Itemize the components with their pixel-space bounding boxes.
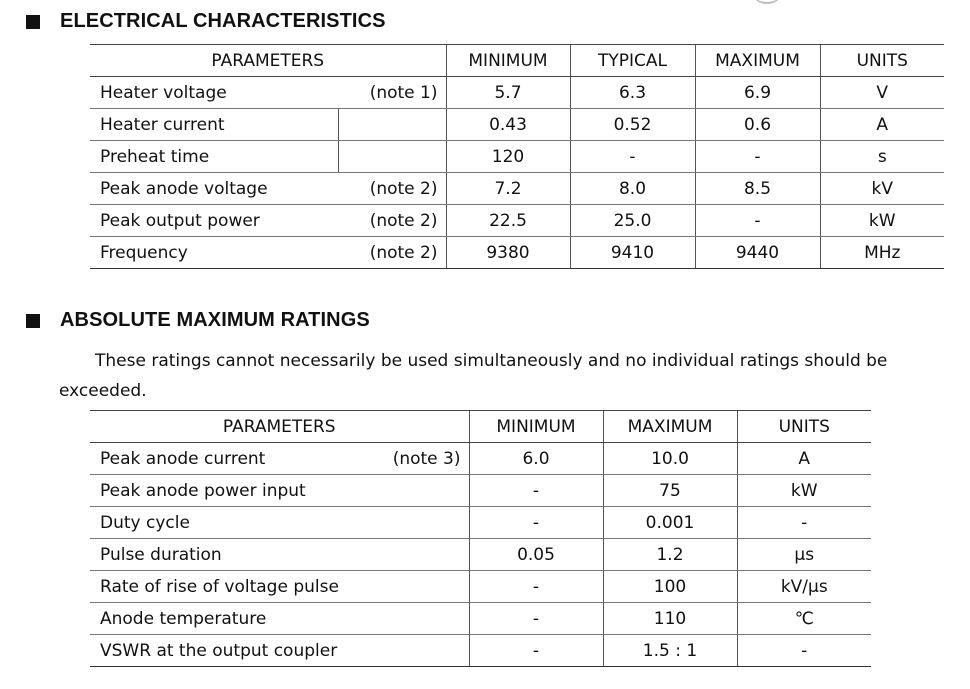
parameter-cell: Peak output power bbox=[90, 205, 338, 237]
parameter-cell: Duty cycle bbox=[90, 507, 375, 539]
typical-cell: 6.3 bbox=[570, 77, 695, 109]
parameter-cell: Heater voltage bbox=[90, 77, 338, 109]
units-cell: ℃ bbox=[737, 603, 871, 635]
column-header-units: UNITS bbox=[820, 45, 944, 77]
table-row bbox=[90, 507, 871, 539]
minimum-cell: - bbox=[469, 571, 603, 603]
note-cell: (note 2) bbox=[338, 237, 446, 269]
parameter-cell: Rate of rise of voltage pulse bbox=[90, 571, 375, 603]
units-cell: - bbox=[737, 635, 871, 667]
square-bullet-icon bbox=[26, 15, 40, 29]
maximum-cell: 0.6 bbox=[695, 109, 820, 141]
table-row bbox=[90, 603, 871, 635]
table-row bbox=[90, 539, 871, 571]
parameter-cell: Peak anode voltage bbox=[90, 173, 338, 205]
note-cell bbox=[375, 603, 469, 635]
column-header-maximum: MAXIMUM bbox=[695, 45, 820, 77]
section-title: ABSOLUTE MAXIMUM RATINGS bbox=[60, 309, 370, 331]
page-edge-arc bbox=[752, 0, 782, 4]
column-header-parameters: PARAMETERS bbox=[90, 411, 469, 443]
parameter-cell: Frequency bbox=[90, 237, 338, 269]
absolute-maximum-ratings-table bbox=[90, 410, 871, 667]
table-row bbox=[90, 109, 944, 141]
column-header-maximum: MAXIMUM bbox=[603, 411, 737, 443]
column-header-minimum: MINIMUM bbox=[469, 411, 603, 443]
column-header-minimum: MINIMUM bbox=[446, 45, 570, 77]
units-cell: kW bbox=[820, 205, 944, 237]
parameter-cell: Pulse duration bbox=[90, 539, 375, 571]
typical-cell: 0.52 bbox=[570, 109, 695, 141]
minimum-cell: - bbox=[469, 603, 603, 635]
section-title: ELECTRICAL CHARACTERISTICS bbox=[60, 10, 386, 32]
table-row bbox=[90, 475, 871, 507]
table-row bbox=[90, 77, 944, 109]
table-row bbox=[90, 205, 944, 237]
maximum-cell: - bbox=[695, 141, 820, 173]
minimum-cell: 22.5 bbox=[446, 205, 570, 237]
table-row bbox=[90, 141, 944, 173]
units-cell: V bbox=[820, 77, 944, 109]
units-cell: kV/μs bbox=[737, 571, 871, 603]
parameter-cell: Peak anode power input bbox=[90, 475, 375, 507]
column-header-units: UNITS bbox=[737, 411, 871, 443]
maximum-cell: 1.5 : 1 bbox=[603, 635, 737, 667]
maximum-cell: 1.2 bbox=[603, 539, 737, 571]
column-header-parameters: PARAMETERS bbox=[90, 45, 446, 77]
maximum-cell: 100 bbox=[603, 571, 737, 603]
parameter-cell: Peak anode current bbox=[90, 443, 375, 475]
note-cell bbox=[375, 635, 469, 667]
maximum-cell: 10.0 bbox=[603, 443, 737, 475]
note-cell: (note 1) bbox=[338, 77, 446, 109]
units-cell: μs bbox=[737, 539, 871, 571]
maximum-cell: 9440 bbox=[695, 237, 820, 269]
units-cell: s bbox=[820, 141, 944, 173]
minimum-cell: 0.05 bbox=[469, 539, 603, 571]
note-cell bbox=[375, 475, 469, 507]
parameter-cell: VSWR at the output coupler bbox=[90, 635, 375, 667]
maximum-cell: 6.9 bbox=[695, 77, 820, 109]
note-cell bbox=[375, 507, 469, 539]
units-cell: MHz bbox=[820, 237, 944, 269]
maximum-cell: 110 bbox=[603, 603, 737, 635]
minimum-cell: 7.2 bbox=[446, 173, 570, 205]
table-row bbox=[90, 635, 871, 667]
minimum-cell: 9380 bbox=[446, 237, 570, 269]
table-header-row bbox=[90, 411, 871, 443]
table-row bbox=[90, 237, 944, 269]
table-row bbox=[90, 571, 871, 603]
parameter-cell: Preheat time bbox=[90, 141, 338, 173]
note-cell bbox=[338, 109, 446, 141]
units-cell: A bbox=[820, 109, 944, 141]
minimum-cell: 6.0 bbox=[469, 443, 603, 475]
typical-cell: 9410 bbox=[570, 237, 695, 269]
minimum-cell: 5.7 bbox=[446, 77, 570, 109]
table-row bbox=[90, 443, 871, 475]
units-cell: - bbox=[737, 507, 871, 539]
note-cell: (note 2) bbox=[338, 173, 446, 205]
maximum-cell: 75 bbox=[603, 475, 737, 507]
table-header-row bbox=[90, 45, 944, 77]
minimum-cell: 120 bbox=[446, 141, 570, 173]
parameter-cell: Anode temperature bbox=[90, 603, 375, 635]
units-cell: kV bbox=[820, 173, 944, 205]
maximum-cell: 8.5 bbox=[695, 173, 820, 205]
column-header-typical: TYPICAL bbox=[570, 45, 695, 77]
square-bullet-icon bbox=[26, 314, 40, 328]
note-cell bbox=[338, 141, 446, 173]
maximum-cell: 0.001 bbox=[603, 507, 737, 539]
note-cell bbox=[375, 539, 469, 571]
electrical-characteristics-table bbox=[90, 44, 944, 269]
note-cell: (note 3) bbox=[375, 443, 469, 475]
section-heading-electrical bbox=[26, 10, 386, 33]
minimum-cell: - bbox=[469, 635, 603, 667]
units-cell: kW bbox=[737, 475, 871, 507]
table-row bbox=[90, 173, 944, 205]
section-heading-ratings bbox=[26, 309, 370, 332]
maximum-cell: - bbox=[695, 205, 820, 237]
typical-cell: 8.0 bbox=[570, 173, 695, 205]
ratings-intro-text: These ratings cannot necessarily be used simultaneously and no individual ratings should be exceeded. bbox=[59, 351, 888, 401]
note-cell bbox=[375, 571, 469, 603]
units-cell: A bbox=[737, 443, 871, 475]
note-cell: (note 2) bbox=[338, 205, 446, 237]
minimum-cell: 0.43 bbox=[446, 109, 570, 141]
minimum-cell: - bbox=[469, 507, 603, 539]
typical-cell: - bbox=[570, 141, 695, 173]
parameter-cell: Heater current bbox=[90, 109, 338, 141]
typical-cell: 25.0 bbox=[570, 205, 695, 237]
minimum-cell: - bbox=[469, 475, 603, 507]
